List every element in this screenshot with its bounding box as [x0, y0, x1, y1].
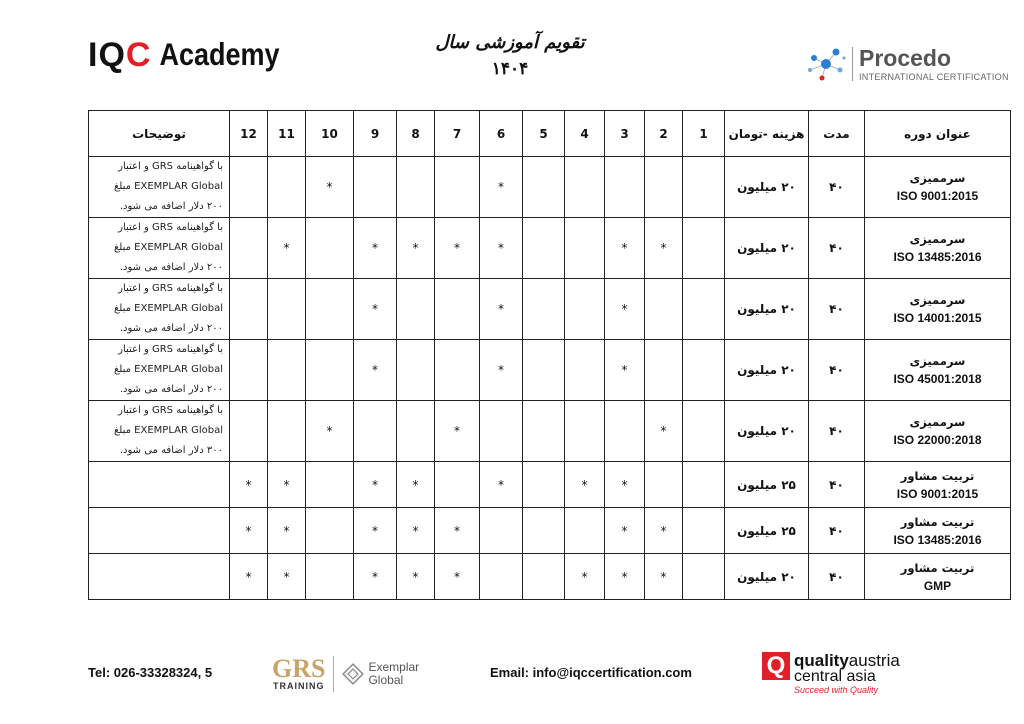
month-cell-11: *: [268, 218, 306, 279]
notes-cell: [89, 157, 230, 218]
header-month: 7: [435, 111, 480, 157]
header-month: 12: [230, 111, 268, 157]
month-cell-7: [435, 279, 480, 340]
exemplar-l1: Exemplar: [368, 660, 420, 674]
month-cell-7: *: [435, 508, 480, 554]
month-cell-2: [645, 279, 683, 340]
month-cell-1: [683, 462, 725, 508]
month-cell-2: *: [645, 508, 683, 554]
iqc-mark: IQC: [88, 36, 152, 74]
fee-cell: ۲۰ میلیون: [725, 554, 809, 600]
note-line: با گواهینامه GRS و اعتبار: [118, 405, 223, 416]
iqc-academy-logo: [88, 38, 280, 72]
molecule-icon: [806, 44, 848, 84]
month-cell-3: *: [605, 462, 645, 508]
grs-mark: GRS: [272, 654, 326, 683]
course-standard: ISO 13485:2016: [893, 532, 982, 547]
header-month: 5: [523, 111, 565, 157]
month-cell-12: [230, 157, 268, 218]
quality-austria-logo: [762, 652, 900, 695]
month-cell-12: [230, 340, 268, 401]
qa-quality: quality: [794, 651, 849, 670]
duration-cell: ۴۰: [809, 462, 865, 508]
month-cell-10: [306, 554, 354, 600]
header-row: [89, 111, 1011, 157]
month-cell-11: [268, 279, 306, 340]
month-cell-4: *: [565, 462, 605, 508]
table-row: [89, 279, 1011, 340]
note-line: ۲۰۰ دلار اضافه می شود.: [119, 384, 223, 395]
duration-cell: ۴۰: [809, 218, 865, 279]
month-cell-11: [268, 157, 306, 218]
month-cell-12: [230, 218, 268, 279]
month-cell-5: [523, 340, 565, 401]
course-type: سرممیزی: [909, 415, 966, 429]
month-cell-11: *: [268, 554, 306, 600]
month-cell-6: [480, 554, 523, 600]
month-cell-2: [645, 462, 683, 508]
month-cell-5: [523, 279, 565, 340]
procedo-sub: INTERNATIONAL CERTIFICATION: [859, 71, 1009, 82]
table-row: [89, 462, 1011, 508]
month-cell-7: *: [435, 218, 480, 279]
notes-cell: [89, 462, 230, 508]
header-month: 3: [605, 111, 645, 157]
course-standard: ISO 14001:2015: [893, 311, 982, 325]
month-cell-6: [480, 508, 523, 554]
course-cell: [865, 279, 1011, 340]
fee-cell: ۲۰ میلیون: [725, 218, 809, 279]
course-cell: [865, 462, 1011, 508]
month-cell-1: [683, 279, 725, 340]
month-cell-10: *: [306, 401, 354, 462]
month-cell-7: *: [435, 554, 480, 600]
notes-cell: [89, 279, 230, 340]
month-cell-9: *: [354, 218, 397, 279]
footer-tel: Tel: 026-33328324, 5: [88, 665, 213, 680]
month-cell-1: [683, 401, 725, 462]
month-cell-10: [306, 279, 354, 340]
table-row: [89, 340, 1011, 401]
page-title: تقویم آموزشی سال: [435, 32, 585, 53]
month-cell-4: *: [565, 554, 605, 600]
course-standard: ISO 13485:2016: [893, 250, 982, 264]
duration-cell: ۴۰: [809, 340, 865, 401]
course-standard: GMP: [923, 578, 952, 593]
month-cell-12: *: [230, 462, 268, 508]
course-cell: [865, 157, 1011, 218]
month-cell-4: [565, 218, 605, 279]
notes-cell: [89, 340, 230, 401]
month-cell-6: [480, 401, 523, 462]
course-type: سرممیزی: [909, 171, 966, 185]
course-standard: ISO 9001:2015: [896, 189, 979, 203]
header-course: عنوان دوره: [865, 111, 1011, 157]
course-standard: ISO 45001:2018: [893, 372, 982, 386]
fee-cell: ۲۰ میلیون: [725, 340, 809, 401]
header-duration: مدت: [809, 111, 865, 157]
month-cell-6: *: [480, 279, 523, 340]
table-row: [89, 218, 1011, 279]
month-cell-7: [435, 340, 480, 401]
header-month: 2: [645, 111, 683, 157]
month-cell-5: [523, 157, 565, 218]
note-line: EXEMPLAR Global مبلغ: [113, 425, 223, 436]
footer-email: Email: info@iqccertification.com: [490, 665, 692, 680]
header-month: 4: [565, 111, 605, 157]
month-cell-8: *: [397, 462, 435, 508]
notes-cell: [89, 554, 230, 600]
note-line: EXEMPLAR Global مبلغ: [113, 242, 223, 253]
course-standard: ISO 9001:2015: [896, 486, 979, 501]
course-type: سرممیزی: [909, 293, 966, 307]
note-line: EXEMPLAR Global مبلغ: [113, 181, 223, 192]
course-type: سرممیزی: [909, 232, 966, 246]
course-type: تربیت مشاور: [900, 468, 975, 483]
header-month: 1: [683, 111, 725, 157]
header-month: 10: [306, 111, 354, 157]
month-cell-3: [605, 401, 645, 462]
header-notes: توضیحات: [89, 111, 230, 157]
header-month: 11: [268, 111, 306, 157]
month-cell-9: *: [354, 340, 397, 401]
month-cell-9: *: [354, 462, 397, 508]
header-month: 8: [397, 111, 435, 157]
month-cell-3: *: [605, 279, 645, 340]
month-cell-11: [268, 340, 306, 401]
note-line: با گواهینامه GRS و اعتبار: [118, 344, 223, 355]
procedo-name: Procedo: [859, 44, 952, 71]
month-cell-9: *: [354, 279, 397, 340]
note-line: ۲۰۰ دلار اضافه می شود.: [119, 323, 223, 334]
header-month: 6: [480, 111, 523, 157]
month-cell-1: [683, 554, 725, 600]
grs-sub: TRAINING: [272, 681, 325, 691]
procedo-logo: [806, 44, 1009, 84]
month-cell-11: *: [268, 462, 306, 508]
month-cell-3: *: [605, 554, 645, 600]
month-cell-4: [565, 401, 605, 462]
notes-cell: [89, 401, 230, 462]
month-cell-1: [683, 508, 725, 554]
month-cell-1: [683, 340, 725, 401]
month-cell-3: [605, 157, 645, 218]
exemplar-l2: Global: [368, 673, 404, 687]
month-cell-7: [435, 157, 480, 218]
month-cell-10: [306, 508, 354, 554]
month-cell-7: *: [435, 401, 480, 462]
qa-q-mark: Q: [762, 652, 790, 680]
duration-cell: ۴۰: [809, 279, 865, 340]
note-line: با گواهینامه GRS و اعتبار: [118, 222, 223, 233]
month-cell-10: [306, 218, 354, 279]
month-cell-4: [565, 279, 605, 340]
month-cell-6: *: [480, 340, 523, 401]
month-cell-12: *: [230, 508, 268, 554]
month-cell-8: [397, 157, 435, 218]
table-row: [89, 554, 1011, 600]
month-cell-10: [306, 462, 354, 508]
month-cell-8: *: [397, 508, 435, 554]
month-cell-1: [683, 218, 725, 279]
exemplar-diamond-icon: [342, 663, 364, 685]
month-cell-11: [268, 401, 306, 462]
notes-cell: [89, 218, 230, 279]
month-cell-6: *: [480, 157, 523, 218]
month-cell-2: *: [645, 401, 683, 462]
fee-cell: ۲۰ میلیون: [725, 279, 809, 340]
course-cell: [865, 401, 1011, 462]
month-cell-9: *: [354, 508, 397, 554]
month-cell-12: [230, 279, 268, 340]
header-fee: هزینه -تومان: [725, 111, 809, 157]
course-cell: [865, 340, 1011, 401]
month-cell-5: [523, 462, 565, 508]
course-cell: [865, 508, 1011, 554]
month-cell-9: [354, 157, 397, 218]
month-cell-4: [565, 340, 605, 401]
duration-cell: ۴۰: [809, 157, 865, 218]
month-cell-8: [397, 279, 435, 340]
note-line: با گواهینامه GRS و اعتبار: [118, 161, 223, 172]
month-cell-8: *: [397, 554, 435, 600]
month-cell-6: *: [480, 462, 523, 508]
page-title-block: [430, 32, 590, 79]
month-cell-5: [523, 218, 565, 279]
month-cell-8: [397, 401, 435, 462]
month-cell-5: [523, 508, 565, 554]
course-standard: ISO 22000:2018: [893, 433, 982, 447]
grs-exemplar-logo: [272, 656, 419, 692]
header-month: 9: [354, 111, 397, 157]
month-cell-2: *: [645, 218, 683, 279]
course-cell: [865, 218, 1011, 279]
month-cell-5: [523, 401, 565, 462]
month-cell-2: *: [645, 554, 683, 600]
note-line: EXEMPLAR Global مبلغ: [113, 364, 223, 375]
course-type: تربیت مشاور: [900, 514, 975, 529]
page-year: ۱۴۰۴: [491, 59, 529, 79]
table-row: [89, 401, 1011, 462]
fee-cell: ۲۵ میلیون: [725, 462, 809, 508]
month-cell-10: [306, 340, 354, 401]
duration-cell: ۴۰: [809, 401, 865, 462]
qa-austria: austria: [848, 651, 900, 670]
month-cell-3: *: [605, 508, 645, 554]
fee-cell: ۲۰ میلیون: [725, 401, 809, 462]
month-cell-9: *: [354, 554, 397, 600]
note-line: با گواهینامه GRS و اعتبار: [118, 283, 223, 294]
month-cell-10: *: [306, 157, 354, 218]
course-type: تربیت مشاور: [900, 560, 975, 575]
month-cell-9: [354, 401, 397, 462]
month-cell-12: *: [230, 554, 268, 600]
month-cell-3: *: [605, 340, 645, 401]
academy-word: Academy: [159, 37, 280, 72]
qa-tagline: Succeed with Quality: [794, 685, 879, 695]
month-cell-6: *: [480, 218, 523, 279]
course-cell: [865, 554, 1011, 600]
notes-cell: [89, 508, 230, 554]
month-cell-4: [565, 157, 605, 218]
qa-central-asia: central asia: [794, 668, 876, 685]
fee-cell: ۲۰ میلیون: [725, 157, 809, 218]
month-cell-8: *: [397, 218, 435, 279]
month-cell-2: [645, 340, 683, 401]
table-row: [89, 157, 1011, 218]
month-cell-11: *: [268, 508, 306, 554]
month-cell-1: [683, 157, 725, 218]
fee-cell: ۲۵ میلیون: [725, 508, 809, 554]
table-row: [89, 508, 1011, 554]
month-cell-4: [565, 508, 605, 554]
month-cell-12: [230, 401, 268, 462]
month-cell-2: [645, 157, 683, 218]
note-line: EXEMPLAR Global مبلغ: [113, 303, 223, 314]
month-cell-3: *: [605, 218, 645, 279]
training-calendar-table: [88, 110, 1011, 600]
note-line: ۲۰۰ دلار اضافه می شود.: [119, 201, 223, 212]
duration-cell: ۴۰: [809, 554, 865, 600]
month-cell-5: [523, 554, 565, 600]
duration-cell: ۴۰: [809, 508, 865, 554]
note-line: ۲۰۰ دلار اضافه می شود.: [119, 262, 223, 273]
note-line: ۳۰۰ دلار اضافه می شود.: [119, 445, 223, 456]
month-cell-7: [435, 462, 480, 508]
month-cell-8: [397, 340, 435, 401]
course-type: سرممیزی: [909, 354, 966, 368]
